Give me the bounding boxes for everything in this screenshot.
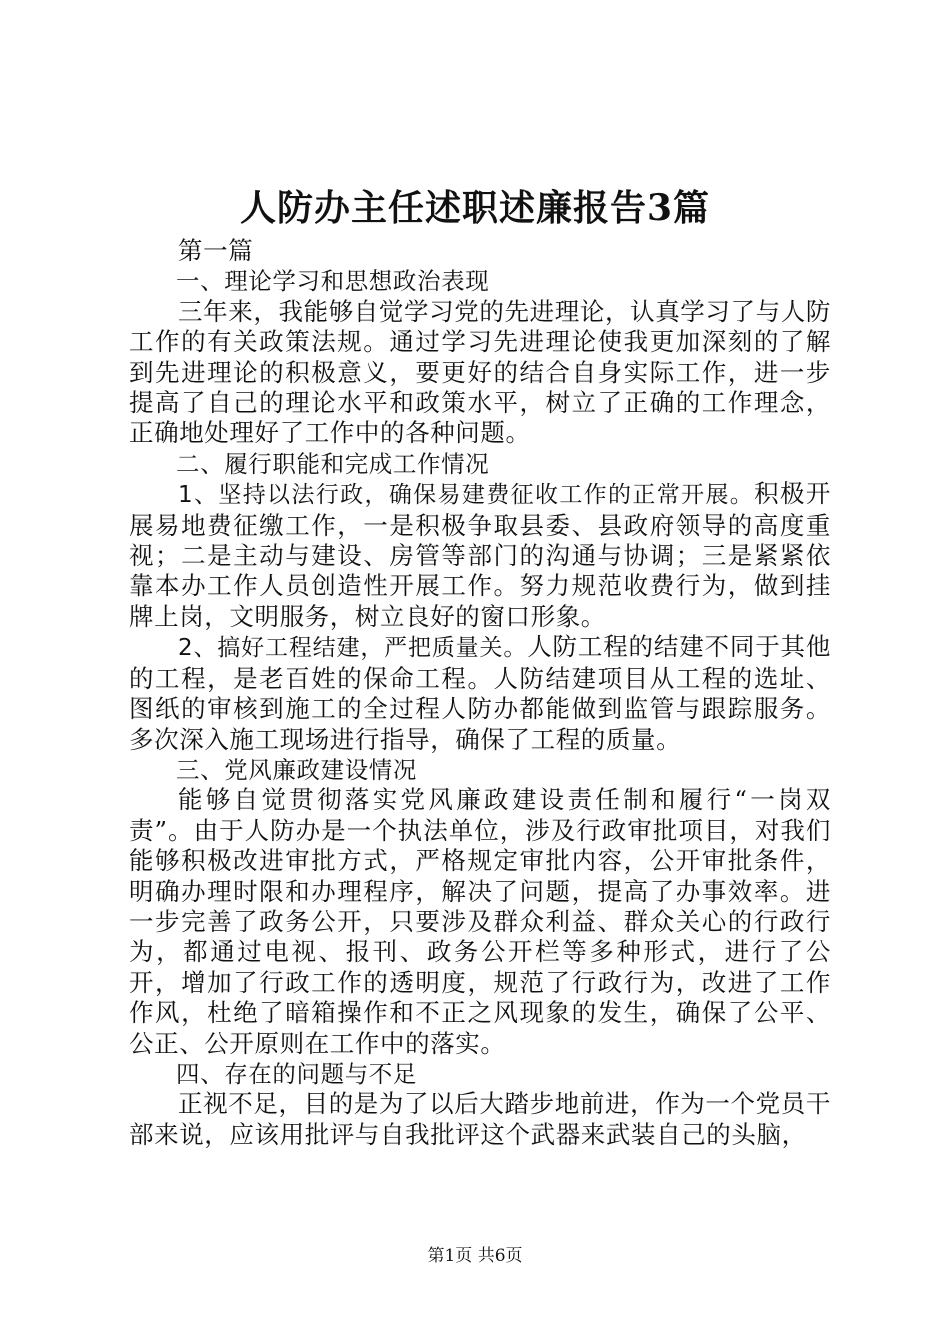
page-footer: 第1页 共6页 [427,1246,523,1266]
paragraph-item-2 [129,632,831,755]
item-1-text: 积极开展易地费征缴工作，一是积极争取县委、县政府领导的高度重视；二是主动与建设、房管等部门的沟通与协调；三是紧紧依靠本办工作人员创造性开展工作。努力规范收费行为，做到挂牌上岗，文明服务，树立良好的窗口形象。 [129,479,831,631]
heading-problems: 四、存在的问题与不足 [176,1059,417,1088]
item-2-text: 人防工程的结建不同于其他的工程，是老百姓的保命工程。人防结建项目从工程的选址、图纸的审核到施工的全过程人防办都能做到监管与跟踪服务。多次深入施工现场进行指导，确保了工程的质量。 [129,632,831,754]
item-2-lead: 2、搞好工程结建，严把质量关。 [178,635,528,662]
heading-duties: 二、履行职能和完成工作情况 [176,449,490,478]
paragraph-item-1 [129,479,831,632]
paragraph-integrity: 能够自觉贯彻落实党风廉政建设责任制和履行“一岗双责”。由于人防办是一个执法单位，涉及行政审批项目，对我们能够积极改进审批方式，严格规定审批内容，公开审批条件，明确办理时限和办理程序，解决了问题，提高了办事效率。进一步完善了政务公开，只要涉及群众利益、群众关心的行政行为，都通过电视、报刊、政务公开栏等多种形式，进行了公开，增加了行政工作的透明度，规范了行政行为，改进了工作作风，杜绝了暗箱操作和不正之风现象的发生，确保了公平、公正、公开原则在工作中的落实。 [129,785,831,1058]
heading-theory-study: 一、理论学习和思想政治表现 [176,267,490,296]
document-body [129,236,831,1150]
section-label: 第一篇 [178,236,254,265]
item-1-lead: 1、坚持以法行政，确保易建费征收工作的正常开展。 [178,482,755,509]
paragraph-theory-study: 三年来，我能够自觉学习党的先进理论，认真学习了与人防工作的有关政策法规。通过学习先进理论使我更加深刻的了解到先进理论的积极意义，要更好的结合自身实际工作，进一步提高了自己的理论水平和政策水平，树立了正确的工作理念，正确地处理好了工作中的各种问题。 [129,296,831,448]
document-title: 人防办主任述职述廉报告3篇 [239,187,711,229]
paragraph-problems: 正视不足，目的是为了以后大踏步地前进，作为一个党员干部来说，应该用批评与自我批评这个武器来武装自己的头脑， [129,1089,831,1149]
heading-integrity: 三、党风廉政建设情况 [176,755,417,784]
